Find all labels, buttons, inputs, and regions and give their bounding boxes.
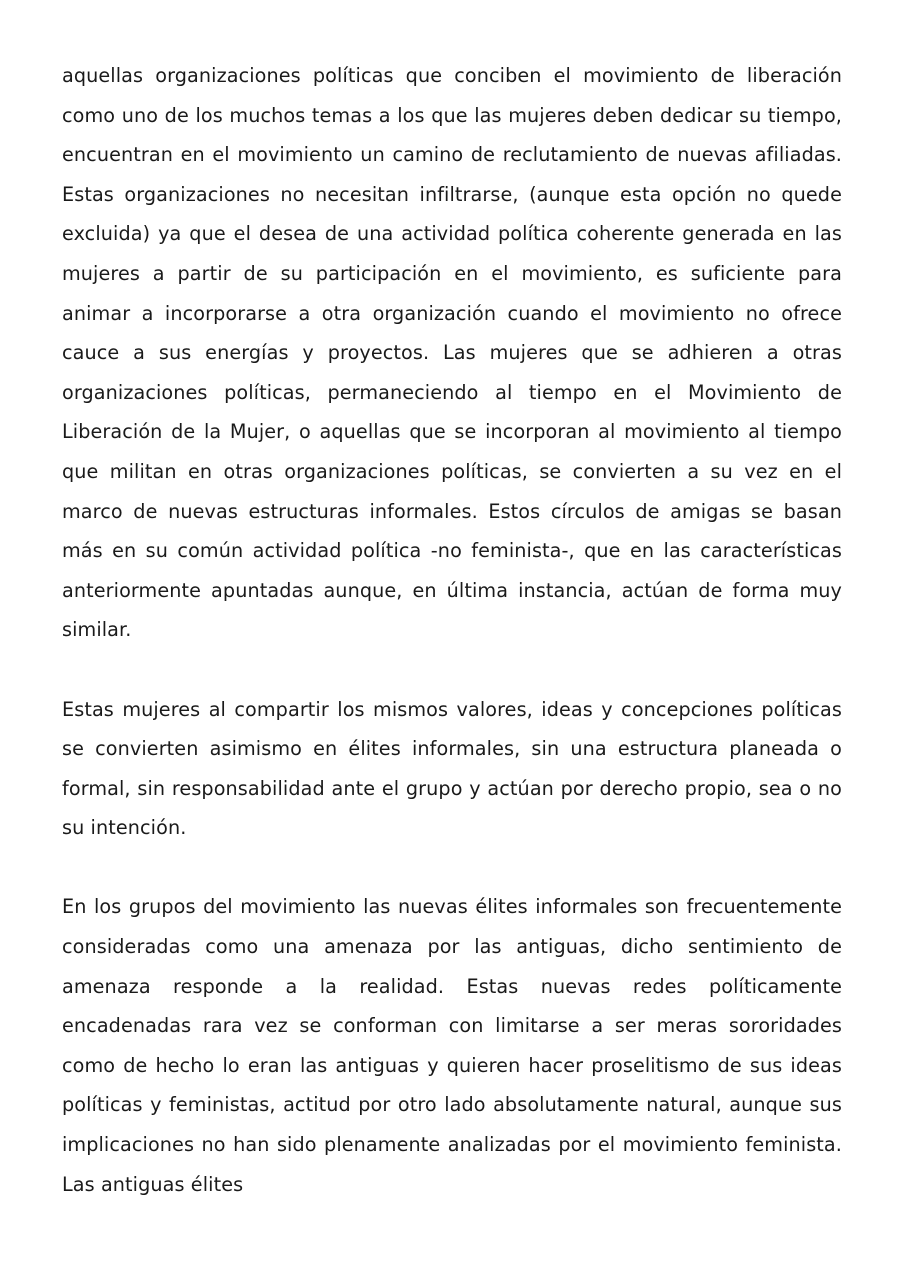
document-page	[62, 56, 842, 1204]
paragraph-2: Estas mujeres al compartir los mismos valores, ideas y concepciones políticas se convierten asimismo en élites informales, sin una estructura planeada o formal, sin responsabilidad ante el grupo y actúan por derecho propio, sea o no su intención.	[62, 697, 842, 840]
paragraph-3: En los grupos del movimiento las nuevas élites informales son frecuentemente consideradas como una amenaza por las antiguas, dicho sentimiento de amenaza responde a la realidad. Estas nuevas redes políticamente encadenadas rara vez se conforman con limitarse a ser meras sororidades como de hecho lo eran las antiguas y quieren hacer proselitismo de sus ideas políticas y feministas, actitud por otro lado absolutamente natural, aunque sus implicaciones no han sido plenamente analizadas por el movimiento feminista. Las antiguas élites	[62, 895, 842, 1196]
paragraph-1: aquellas organizaciones políticas que conciben el movimiento de liberación como uno de los muchos temas a los que las mujeres deben dedicar su tiempo, encuentran en el movimiento un camino de reclutamiento de nuevas afiliadas. Estas organizaciones no necesitan infiltrarse, (aunque esta opción no quede excluida) ya que el desea de una actividad política coherente generada en las mujeres a partir de su participación en el movimiento, es suficiente para animar a incorporarse a otra organización cuando el movimiento no ofrece cauce a sus energías y proyectos. Las mujeres que se adhieren a otras organizaciones políticas, permaneciendo al tiempo en el Movimiento de Liberación de la Mujer, o aquellas que se incorporan al movimiento al tiempo que militan en otras organizaciones políticas, se convierten a su vez en el marco de nuevas estructuras informales. Estos círculos de amigas se basan más en su común actividad política -no feminista-, que en las características anteriormente apuntadas aunque, en última instancia, actúan de forma muy similar.	[62, 64, 842, 642]
